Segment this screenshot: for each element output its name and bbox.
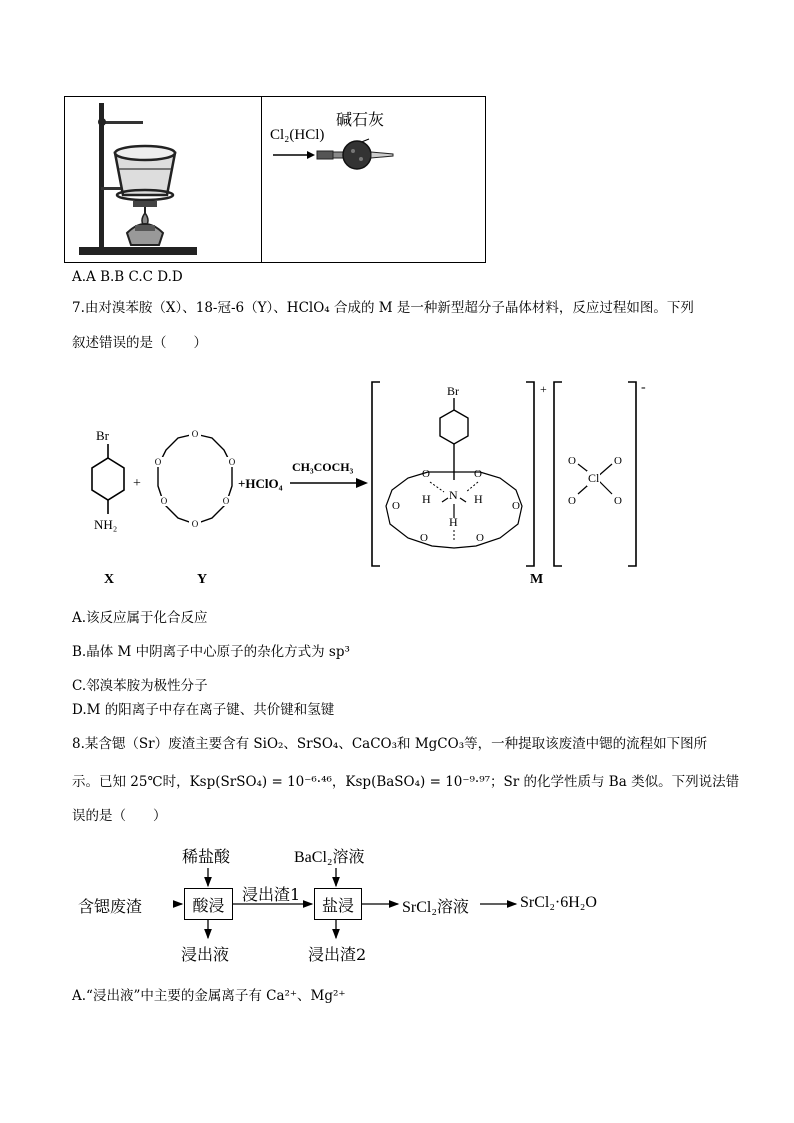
anion-charge: - bbox=[641, 380, 646, 395]
cation-h-left: H bbox=[422, 492, 431, 506]
flow-step-salt-leach: 盐浸 bbox=[314, 888, 362, 920]
y-compound-label: Y bbox=[197, 572, 208, 587]
q8-flowchart bbox=[78, 838, 638, 970]
flow-product: SrCl₂·6H₂O bbox=[520, 894, 597, 911]
cation-o-3: O bbox=[392, 500, 400, 512]
svg-text:O: O bbox=[160, 496, 168, 506]
svg-text:O: O bbox=[614, 455, 622, 467]
q7-option-c: C.邻溴苯胺为极性分子 bbox=[72, 678, 208, 694]
flow-solution: SrCl₂溶液 bbox=[402, 899, 469, 916]
gas-label: Cl₂(HCl) bbox=[270, 127, 325, 143]
svg-text:O: O bbox=[568, 455, 576, 467]
m-compound-label: M bbox=[530, 572, 544, 587]
plus-sign-1: + bbox=[133, 476, 141, 491]
x-compound-label: X bbox=[104, 572, 115, 587]
svg-text:O: O bbox=[568, 495, 576, 507]
svg-text:O: O bbox=[191, 430, 199, 439]
x-nh2-label: NH₂ bbox=[94, 517, 118, 532]
cation-charge: + bbox=[540, 382, 547, 396]
q7-option-d: D.M 的阳离子中存在离子键、共价键和氢键 bbox=[72, 702, 335, 718]
apparatus-table bbox=[64, 96, 486, 263]
q7-stem-line2: 叙述错误的是（ ） bbox=[72, 335, 207, 351]
flow-step-acid-leach: 酸浸 bbox=[184, 888, 233, 920]
q8-stem-line2: 示。已知 25℃时，Ksp(SrSO₄) = 10⁻⁶·⁴⁶，Ksp(BaSO₄) = 10⁻⁹·⁹⁷；Sr 的化学性质与 Ba 类似。下列说法错 bbox=[72, 774, 740, 790]
table-divider bbox=[261, 97, 262, 262]
q7-stem-line1: 7.由对溴苯胺（X）、18-冠-6（Y）、HClO₄ 合成的 M 是一种新型超分子晶体材料，反应过程如图。下列 bbox=[72, 300, 694, 316]
cation-h-right: H bbox=[474, 492, 483, 506]
cation-o-5: O bbox=[420, 532, 428, 544]
cation-o-6: O bbox=[476, 532, 484, 544]
drying-tube-icon bbox=[269, 135, 419, 171]
plus-hclo4: +HClO₄ bbox=[238, 476, 283, 491]
q7-reaction-scheme bbox=[70, 372, 650, 594]
reagent-label: 碱石灰 bbox=[336, 110, 385, 129]
reaction-arrow bbox=[290, 476, 368, 490]
iron-stand-apparatus bbox=[75, 101, 255, 259]
cation-o-1: O bbox=[422, 468, 430, 480]
q7-option-b: B.晶体 M 中阴离子中心原子的杂化方式为 sp³ bbox=[72, 644, 350, 660]
cation-o-4: O bbox=[512, 500, 520, 512]
flow-reagent-1: 稀盐酸 bbox=[182, 847, 231, 866]
q6-options: A.A B.B C.C D.D bbox=[72, 269, 183, 285]
svg-text:O: O bbox=[191, 519, 199, 529]
x-br-label: Br bbox=[96, 428, 109, 443]
flow-intermediate: 浸出渣1 bbox=[242, 885, 301, 904]
svg-text:O: O bbox=[154, 457, 162, 467]
cation-h-bottom: H bbox=[449, 515, 458, 529]
q7-option-a: A.该反应属于化合反应 bbox=[72, 610, 208, 626]
q8-option-a: A.“浸出液”中主要的金属离子有 Ca²⁺、Mg²⁺ bbox=[72, 988, 346, 1004]
cation-br-label: Br bbox=[447, 384, 459, 398]
cation-o-2: O bbox=[474, 468, 482, 480]
q8-stem-line1: 8.某含锶（Sr）废渣主要含有 SiO₂、SrSO₄、CaCO₃和 MgCO₃等，一种提取该废渣中锶的流程如下图所 bbox=[72, 736, 708, 752]
svg-text:O: O bbox=[222, 496, 230, 506]
cation-n-label: N bbox=[449, 488, 458, 502]
svg-text:O: O bbox=[228, 457, 236, 467]
flow-reagent-2: BaCl₂溶液 bbox=[294, 849, 365, 866]
flow-output-1: 浸出液 bbox=[181, 945, 230, 964]
svg-text:O: O bbox=[614, 495, 622, 507]
m-cation-bracket bbox=[368, 380, 540, 568]
y-crown-ether bbox=[150, 430, 240, 530]
q8-stem-line3: 误的是（ ） bbox=[72, 808, 167, 824]
anion-cl-label: Cl bbox=[588, 471, 600, 485]
flow-output-2: 浸出渣2 bbox=[308, 945, 367, 964]
solvent-label: CH₃COCH₃ bbox=[292, 460, 354, 474]
flow-start-label: 含锶废渣 bbox=[78, 897, 143, 916]
